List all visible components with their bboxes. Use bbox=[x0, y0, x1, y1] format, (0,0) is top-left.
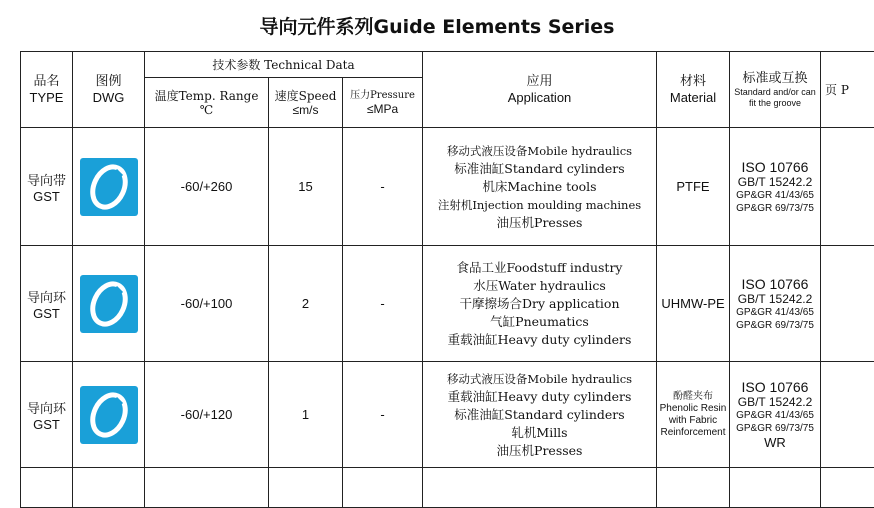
row-pressure: - bbox=[343, 246, 423, 362]
row-cell bbox=[269, 468, 343, 508]
application-item: 气缸Pneumatics bbox=[423, 313, 656, 331]
header-type-cn: 品名 bbox=[21, 74, 72, 90]
row-type-cn: 导向环 bbox=[21, 398, 72, 417]
row-material: UHMW-PE bbox=[657, 246, 730, 362]
standard-item: GP&GR 69/73/75 bbox=[730, 422, 820, 435]
header-dwg-cn: 图例 bbox=[73, 74, 144, 90]
standard-item: WR bbox=[730, 435, 820, 451]
header-temp bbox=[145, 78, 269, 128]
header-std-cn: 标准或互换 bbox=[730, 71, 820, 87]
row-type bbox=[21, 246, 73, 362]
application-item: 轧机Mills bbox=[423, 424, 656, 442]
row-standards bbox=[730, 362, 821, 468]
standard-item: ISO 10766 bbox=[730, 276, 820, 293]
standard-item: GP&GR 41/43/65 bbox=[730, 409, 820, 422]
application-item: 重载油缸Heavy duty cylinders bbox=[423, 388, 656, 406]
row-speed: 2 bbox=[269, 246, 343, 362]
header-pressure bbox=[343, 78, 423, 128]
row-applications bbox=[423, 246, 657, 362]
row-standards bbox=[730, 128, 821, 246]
header-type bbox=[21, 52, 73, 128]
header-partial-text: 页 P bbox=[825, 81, 874, 98]
row-cell bbox=[145, 468, 269, 508]
header-dwg-en: DWG bbox=[73, 90, 144, 106]
table-row bbox=[21, 246, 874, 362]
row-page-partial bbox=[821, 362, 874, 468]
header-temp-unit: ℃ bbox=[145, 103, 268, 117]
header-standard bbox=[730, 52, 821, 128]
row-page-partial bbox=[821, 246, 874, 362]
standard-item: GB/T 15242.2 bbox=[730, 396, 820, 409]
row-cell bbox=[73, 468, 145, 508]
row-temp: -60/+100 bbox=[145, 246, 269, 362]
row-type-cn: 导向环 bbox=[21, 287, 72, 306]
header-material bbox=[657, 52, 730, 128]
row-cell bbox=[657, 468, 730, 508]
row-temp: -60/+260 bbox=[145, 128, 269, 246]
header-pressure-unit: ≤MPa bbox=[343, 102, 422, 117]
material-line: 酚醛夹布 bbox=[657, 391, 729, 403]
table-row bbox=[21, 128, 874, 246]
application-item: 油压机Presses bbox=[423, 442, 656, 460]
application-item: 重载油缸Heavy duty cylinders bbox=[423, 331, 656, 349]
row-pressure: - bbox=[343, 362, 423, 468]
application-item: 干摩擦场合Dry application bbox=[423, 295, 656, 313]
row-speed: 1 bbox=[269, 362, 343, 468]
header-std-en: Standard and/or can fit the groove bbox=[730, 87, 820, 109]
application-item: 机床Machine tools bbox=[423, 178, 656, 196]
material-line: Reinforcement bbox=[657, 427, 729, 439]
header-speed bbox=[269, 78, 343, 128]
row-applications bbox=[423, 128, 657, 246]
row-type bbox=[21, 362, 73, 468]
row-temp: -60/+120 bbox=[145, 362, 269, 468]
standard-item: GP&GR 41/43/65 bbox=[730, 306, 820, 319]
row-cell bbox=[423, 468, 657, 508]
guide-ring-icon bbox=[80, 158, 138, 216]
row-cell bbox=[821, 468, 874, 508]
row-material: PTFE bbox=[657, 128, 730, 246]
application-item: 标准油缸Standard cylinders bbox=[423, 406, 656, 424]
row-applications bbox=[423, 362, 657, 468]
header-app-en: Application bbox=[423, 90, 656, 106]
header-tech-label: 技术参数 Technical Data bbox=[212, 58, 354, 72]
material-line: with Fabric bbox=[657, 415, 729, 427]
header-temp-label: 温度Temp. Range bbox=[145, 89, 268, 103]
application-item: 油压机Presses bbox=[423, 214, 656, 232]
standard-item: GB/T 15242.2 bbox=[730, 176, 820, 189]
row-page-partial bbox=[821, 128, 874, 246]
header-application bbox=[423, 52, 657, 128]
header-speed-label: 速度Speed bbox=[269, 89, 342, 103]
row-type-en: GST bbox=[21, 417, 72, 432]
header-type-en: TYPE bbox=[21, 90, 72, 106]
row-dwg bbox=[73, 246, 145, 362]
application-item: 移动式液压设备Mobile hydraulics bbox=[423, 370, 656, 388]
standard-item: GP&GR 69/73/75 bbox=[730, 202, 820, 215]
header-dwg bbox=[73, 52, 145, 128]
standard-item: GB/T 15242.2 bbox=[730, 293, 820, 306]
row-cell bbox=[21, 468, 73, 508]
application-item: 移动式液压设备Mobile hydraulics bbox=[423, 142, 656, 160]
application-item: 食品工业Foodstuff industry bbox=[423, 259, 656, 277]
row-dwg bbox=[73, 128, 145, 246]
header-mat-cn: 材料 bbox=[657, 74, 729, 90]
header-row-1 bbox=[21, 52, 874, 78]
row-type-cn: 导向带 bbox=[21, 170, 72, 189]
application-item: 水压Water hydraulics bbox=[423, 277, 656, 295]
table-row bbox=[21, 362, 874, 468]
application-item: 注射机Injection moulding machines bbox=[423, 196, 656, 214]
row-cell bbox=[730, 468, 821, 508]
guide-ring-icon bbox=[80, 275, 138, 333]
header-page-partial bbox=[821, 52, 874, 128]
guide-ring-icon bbox=[80, 386, 138, 444]
row-cell bbox=[343, 468, 423, 508]
header-tech-data bbox=[145, 52, 423, 78]
guide-elements-table bbox=[20, 51, 874, 508]
row-type-en: GST bbox=[21, 189, 72, 204]
header-mat-en: Material bbox=[657, 90, 729, 106]
row-dwg bbox=[73, 362, 145, 468]
standard-item: ISO 10766 bbox=[730, 379, 820, 396]
row-pressure: - bbox=[343, 128, 423, 246]
standard-item: GP&GR 41/43/65 bbox=[730, 189, 820, 202]
row-standards bbox=[730, 246, 821, 362]
table-row-partial bbox=[21, 468, 874, 508]
header-app-cn: 应用 bbox=[423, 74, 656, 90]
standard-item: GP&GR 69/73/75 bbox=[730, 319, 820, 332]
standard-item: ISO 10766 bbox=[730, 159, 820, 176]
row-type bbox=[21, 128, 73, 246]
page-title: 导向元件系列Guide Elements Series bbox=[0, 12, 874, 39]
row-speed: 15 bbox=[269, 128, 343, 246]
guide-elements-table-wrap bbox=[20, 51, 874, 491]
application-item: 标准油缸Standard cylinders bbox=[423, 160, 656, 178]
row-type-en: GST bbox=[21, 306, 72, 321]
header-speed-unit: ≤m/s bbox=[269, 103, 342, 117]
row-material bbox=[657, 362, 730, 468]
header-pressure-label: 压力Pressure bbox=[343, 89, 422, 102]
material-line: Phenolic Resin bbox=[657, 403, 729, 415]
